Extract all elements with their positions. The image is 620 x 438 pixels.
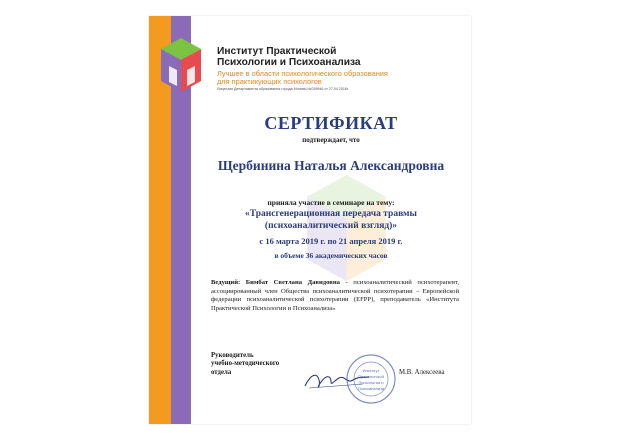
head-name: М.В. Алексеева bbox=[399, 369, 445, 376]
institute-logo-icon bbox=[157, 36, 205, 96]
hours-text: в объеме 36 академических часов bbox=[274, 251, 388, 260]
participation-text: приняла участие в семинаре на тему: bbox=[267, 198, 395, 207]
topic-line-1: «Трансгенерационная передача травмы bbox=[245, 209, 417, 219]
institute-name: Институт Практической Психологии и Психоанализа bbox=[217, 46, 361, 68]
certificate bbox=[149, 16, 471, 424]
confirms-text: подтверждает, что bbox=[302, 136, 360, 144]
stamp-icon bbox=[345, 353, 397, 405]
institute-tagline: Лучшее в области психологического образования для практикующих психологов bbox=[217, 69, 388, 86]
lead-name: Бимбат Светлана Давидовна bbox=[245, 279, 340, 286]
certificate-title: СЕРТИФИКАТ bbox=[264, 113, 398, 133]
lead-description: - психоаналитический психотерапевт, ассоциированный член Общества психоаналитической психотерапии – Европейской федерации психоаналитической психотерапии (EFPP), преподаватель «Института Практической Психологии и Психоанализа» bbox=[211, 279, 459, 312]
stamp-text-4: Психоанализа bbox=[357, 386, 385, 391]
recipient-name: Щербинина Наталья Александровна bbox=[217, 158, 445, 173]
stamp-text-2: Практической bbox=[358, 374, 384, 379]
lead-paragraph bbox=[211, 279, 459, 313]
stamp-text-1: Институт bbox=[362, 368, 380, 373]
lead-label: Ведущий: bbox=[211, 279, 241, 286]
topic-line-2: (психоаналитический взгляд)» bbox=[264, 221, 398, 231]
head-label: Руководитель учебно-методического отдела bbox=[211, 352, 280, 376]
institute-license: Лицензия Департамента образования города Москвы №039946 от 27.04.2016г. bbox=[217, 87, 349, 91]
dates-text: с 16 марта 2019 г. по 21 апреля 2019 г. bbox=[259, 236, 403, 246]
stamp-text-3: Психологии и bbox=[358, 380, 384, 385]
